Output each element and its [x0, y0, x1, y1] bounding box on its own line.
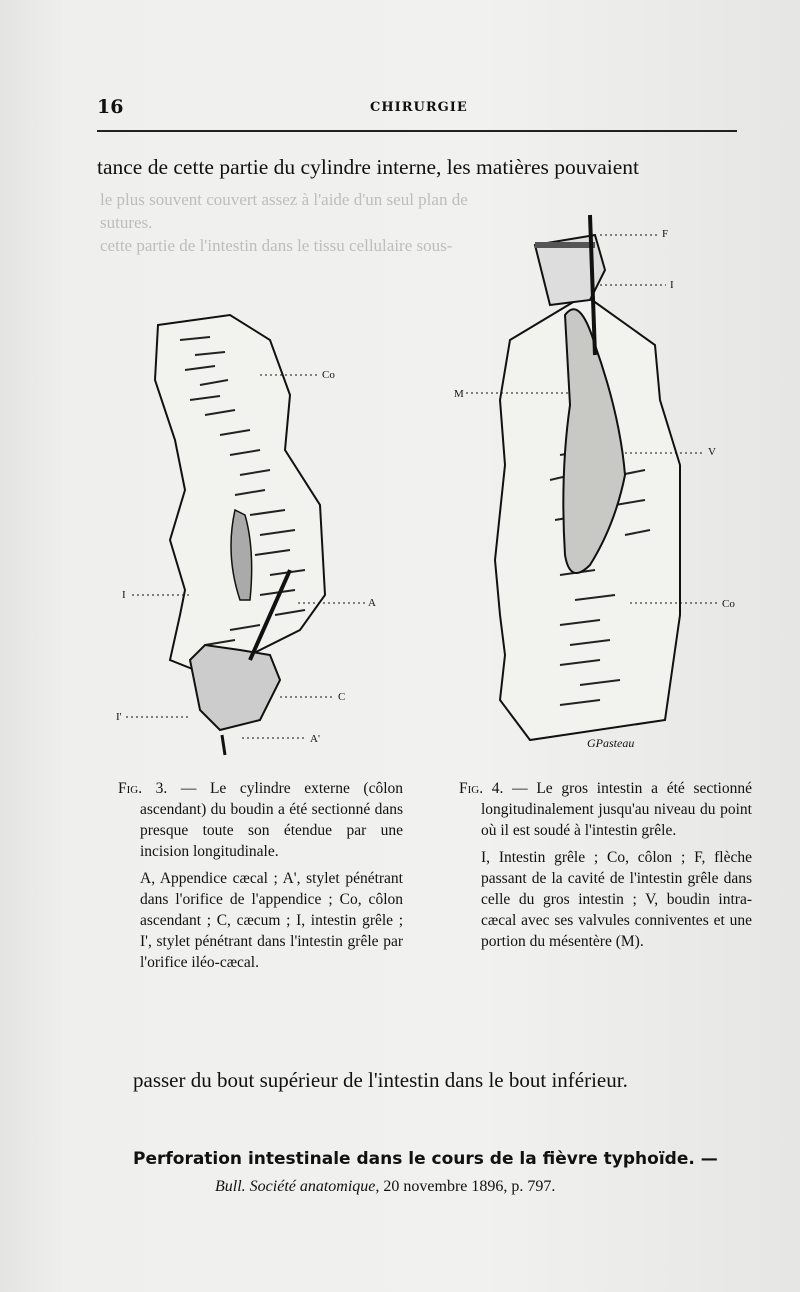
fig3-caption-text: — Le cylindre externe (côlon ascendant) du boudin a été sectionné dans presque toute son étendue par une incision longitudinale.: [140, 780, 404, 860]
fig3-label-a: A: [368, 597, 376, 609]
reference: [215, 1178, 555, 1196]
fig3-label-a-prime: A': [310, 733, 320, 745]
fig3-caption: [118, 778, 403, 979]
fig4-label-i: I: [670, 279, 674, 291]
fig3-label-c: C: [338, 691, 346, 703]
bleed-line-2: sutures.: [100, 213, 153, 232]
running-title: CHIRURGIE: [370, 100, 468, 115]
fig3-outer-outline: [155, 315, 325, 670]
text-bottom: passer du bout supérieur de l'intestin dans le bout inférieur.: [133, 1068, 628, 1092]
fig3-illustration: [110, 300, 376, 755]
fig4-label-f: F: [662, 228, 669, 240]
fig4-label-m: M: [454, 388, 464, 400]
reference-date: 20 novembre 1896, p. 797.: [383, 1178, 556, 1195]
fig3-label-i: I: [122, 589, 126, 601]
fig3-cecum: [190, 645, 280, 730]
bleed-line-1: le plus souvent couvert assez à l'aide d'un seul plan de: [100, 190, 468, 209]
fig3-label-co: Co: [322, 369, 335, 381]
reference-journal: Bull. Société anatomique,: [215, 1178, 380, 1195]
header-rule: [97, 130, 737, 132]
fig4-label-co: Co: [722, 598, 735, 610]
fig4-caption: [459, 778, 752, 958]
fig4-illustration: [450, 215, 750, 760]
fig4-legend: I, Intestin grêle ; Co, côlon ; F, flèche passant de la cavité de l'intestin grêle dans celle du gros intestin ; V, boudin intra-cæcal avec ses valvules conniventes et une portion du mésentère (M).: [481, 849, 752, 950]
section-heading: Perforation intestinale dans le cours de la fièvre typhoïde. —: [133, 1149, 718, 1169]
fig3-legend: A, Appendice cæcal ; A', stylet pénétrant dans l'orifice de l'appendice ; Co, côlon ascendant ; C, cæcum ; I, intestin grêle ; I', stylet pénétrant dans l'intestin grêle par l'orifice iléo-cæcal.: [140, 870, 403, 971]
fig3-caption-title: Fig. 3.: [118, 780, 168, 797]
fig3-label-i-prime: I': [116, 711, 122, 723]
page-number: 16: [97, 96, 124, 118]
fig4-signature: GPasteau: [587, 736, 635, 750]
fig4-label-v: V: [708, 446, 716, 458]
bleed-line-3: cette partie de l'intestin dans le tissu cellulaire sous-: [100, 236, 453, 255]
text-top: tance de cette partie du cylindre interne, les matières pouvaient: [97, 155, 640, 179]
fig4-caption-text: — Le gros intestin a été sectionné longitudinalement jusqu'au niveau du point où il est soudé à l'intestin grêle.: [481, 780, 752, 839]
fig4-caption-title: Fig. 4.: [459, 780, 504, 797]
